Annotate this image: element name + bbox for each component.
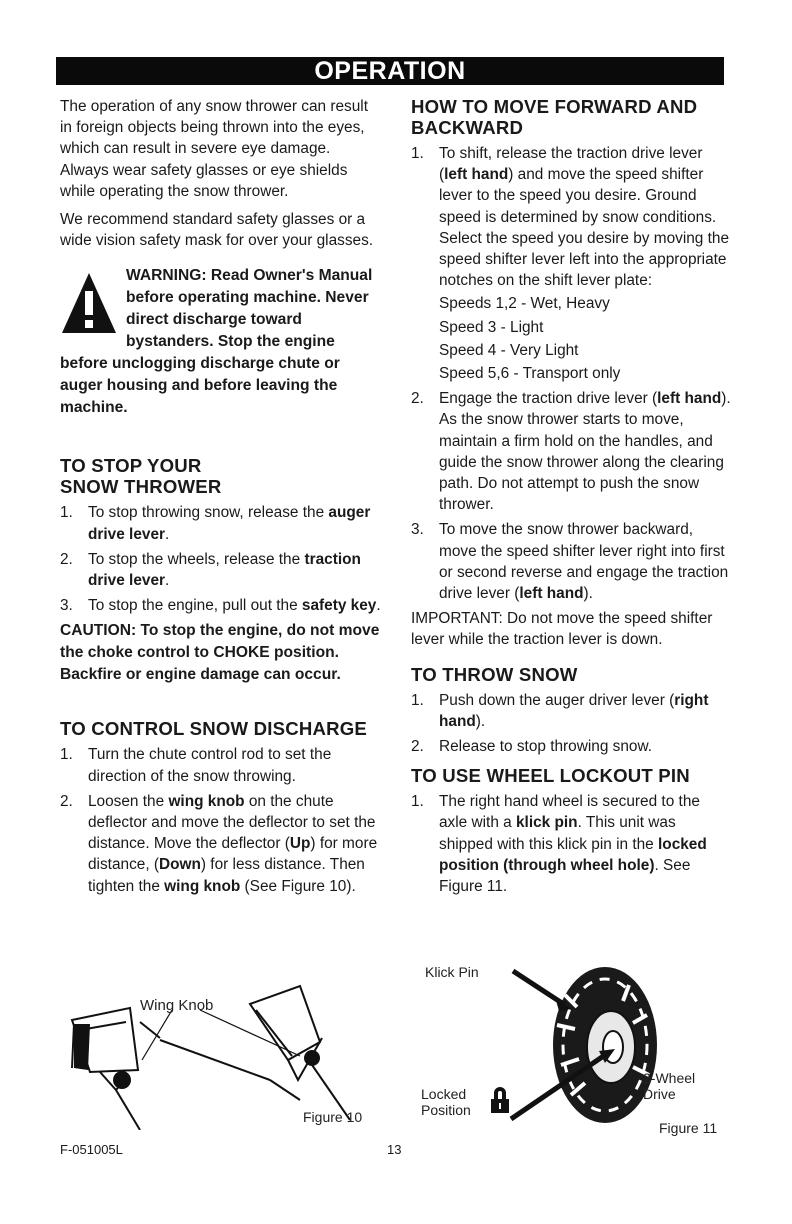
list-item [411, 690, 731, 732]
list-text: ). [475, 712, 486, 730]
intro-paragraph-1: The operation of any snow thrower can result in foreign objects being thrown into the eyes, which can result in severe eye damage. Always wear safety glasses or eye shields while operating the snow thrower. [60, 98, 368, 200]
list-number: 2. [60, 550, 73, 568]
list-text: . See Figure 11. [439, 856, 691, 896]
list-text: Engage the traction drive lever ( [439, 390, 658, 408]
important-note: IMPORTANT: Do not move the speed shifter lever while the traction lever is down. [411, 610, 713, 649]
list-bold: Down [159, 856, 201, 874]
left-column [60, 96, 382, 901]
figure-10-illustration [60, 980, 380, 1130]
intro-paragraph-2: We recommend standard safety glasses or a wide vision safety mask for over your glasses. [60, 211, 374, 250]
list-item [60, 791, 382, 897]
list-item [411, 143, 731, 384]
list-item [60, 502, 382, 544]
move-list [411, 143, 731, 604]
list-tail: . [165, 525, 170, 543]
list-number: 1. [411, 145, 424, 162]
throw-list [411, 690, 731, 758]
klick-pin-label: Klick Pin [425, 964, 479, 980]
warning-text: WARNING: Read Owner's Manual before operating machine. Never direct discharge toward bystanders. Stop the engine before unclogging discharge chute or auger housing and before leaving the machine. [60, 267, 373, 417]
list-bold: left hand [657, 390, 722, 408]
figure-10-label: Wing Knob [140, 997, 214, 1014]
list-bold: safety key [301, 597, 377, 615]
list-item [411, 791, 731, 897]
list-bold: klick pin [516, 814, 578, 832]
speed-entry: Speed 4 - Very Light [439, 341, 579, 359]
speeds-list [439, 293, 731, 384]
list-bold: right hand [439, 691, 709, 730]
lockout-heading: TO USE WHEEL LOCKOUT PIN [411, 765, 690, 787]
list-text: ) and move the speed shifter lever to the speed you desire. Ground speed is determined by snow conditions. Select the speed you desire by moving the speed shifter lever left into the appropriate notches on the shift lever plate: [439, 166, 730, 290]
figure-11-illustration [415, 955, 735, 1145]
warning-triangle-icon [60, 271, 118, 335]
throw-heading: TO THROW SNOW [411, 663, 578, 685]
list-text: Push down the auger driver lever ( [439, 691, 675, 709]
speed-entry: Speed 3 - Light [439, 318, 544, 336]
list-number: 3. [411, 521, 424, 539]
list-text: Release to stop throwing snow. [439, 738, 653, 756]
list-tail: . [376, 597, 381, 615]
locked-position-label-1: Locked [421, 1086, 467, 1102]
stop-heading-line-2: SNOW THROWER [60, 476, 222, 498]
list-item [60, 595, 382, 616]
list-number: 1. [60, 746, 73, 764]
list-bold: wing knob [168, 792, 245, 810]
list-text: The right hand wheel is secured to the axle with a [439, 793, 700, 832]
speed-entry: Speeds 1,2 - Wet, Heavy [439, 295, 610, 313]
list-text: on the chute deflector and move the deflector to set the distance. Move the deflector ( [88, 792, 376, 853]
list-bold: wing knob [164, 877, 241, 895]
caution-text: CAUTION: To stop the engine, do not move the choke control to CHOKE position. Backfire or engine damage can occur. [60, 622, 380, 684]
list-item [60, 744, 382, 786]
figure-10-caption: Figure 10 [303, 1109, 363, 1125]
list-text: ). [583, 585, 593, 603]
list-number: 3. [60, 597, 73, 615]
list-text: To shift, release the traction drive lever ( [439, 145, 703, 184]
list-text: Turn the chute control rod to set the direction of the snow throwing. [88, 746, 332, 785]
move-heading: HOW TO MOVE FORWARD AND BACKWARD [411, 96, 698, 138]
list-item [411, 736, 731, 757]
list-number: 1. [411, 793, 424, 811]
list-number: 2. [411, 390, 424, 408]
list-text: To stop the engine, pull out the [88, 597, 298, 615]
document-code: F-051005L [60, 1142, 123, 1157]
discharge-heading: TO CONTROL SNOW DISCHARGE [60, 718, 367, 740]
lockout-list [411, 791, 731, 897]
list-bold: left hand [519, 585, 584, 603]
list-item [60, 549, 382, 591]
right-column [411, 96, 731, 901]
list-bold: locked position (through wheel hole) [439, 835, 707, 874]
speed-entry: Speed 5,6 - Transport only [439, 365, 621, 383]
list-text: . This unit was shipped with this klick pin in the [439, 814, 676, 853]
list-number: 2. [411, 738, 424, 756]
two-wheel-drive-label-1: 2-Wheel [643, 1070, 696, 1086]
discharge-list [60, 744, 382, 896]
page-number: 13 [387, 1142, 402, 1157]
locked-position-label-2: Position [421, 1102, 471, 1118]
list-text: (See Figure 10). [244, 877, 356, 895]
list-bold: auger drive lever [88, 504, 371, 543]
figure-11-caption: Figure 11 [659, 1120, 718, 1136]
list-text: ) for more distance, ( [88, 835, 378, 874]
list-text: To stop throwing snow, release the [88, 504, 325, 522]
stop-list [60, 502, 382, 616]
list-number: 1. [411, 691, 424, 709]
two-wheel-drive-label-2: Drive [643, 1086, 676, 1102]
padlock-icon [491, 1087, 509, 1113]
list-tail: . [165, 572, 170, 590]
list-text: ). As the snow thrower starts to move, maintain a firm hold on the handles, and guide the snow thrower along the clearing path. Do not attempt to push the snow thrower. [439, 390, 731, 514]
list-number: 1. [60, 504, 73, 522]
section-banner: OPERATION [56, 57, 724, 85]
list-bold: traction drive lever [88, 550, 361, 590]
list-item [411, 388, 731, 515]
list-text: To stop the wheels, release the [88, 550, 301, 568]
list-text: Loosen the [88, 792, 165, 810]
list-number: 2. [60, 792, 73, 810]
warning-block [60, 265, 382, 419]
tire-illustration [553, 967, 657, 1123]
stop-heading-line-1: TO STOP YOUR [60, 455, 202, 477]
list-item [411, 519, 731, 604]
list-text: ) for less distance. Then tighten the [88, 856, 365, 895]
list-text: To move the snow thrower backward, move the speed shifter lever right into first or second reverse and engage the traction drive lever ( [439, 521, 729, 603]
list-bold: left hand [444, 166, 509, 184]
list-bold: Up [289, 835, 311, 853]
